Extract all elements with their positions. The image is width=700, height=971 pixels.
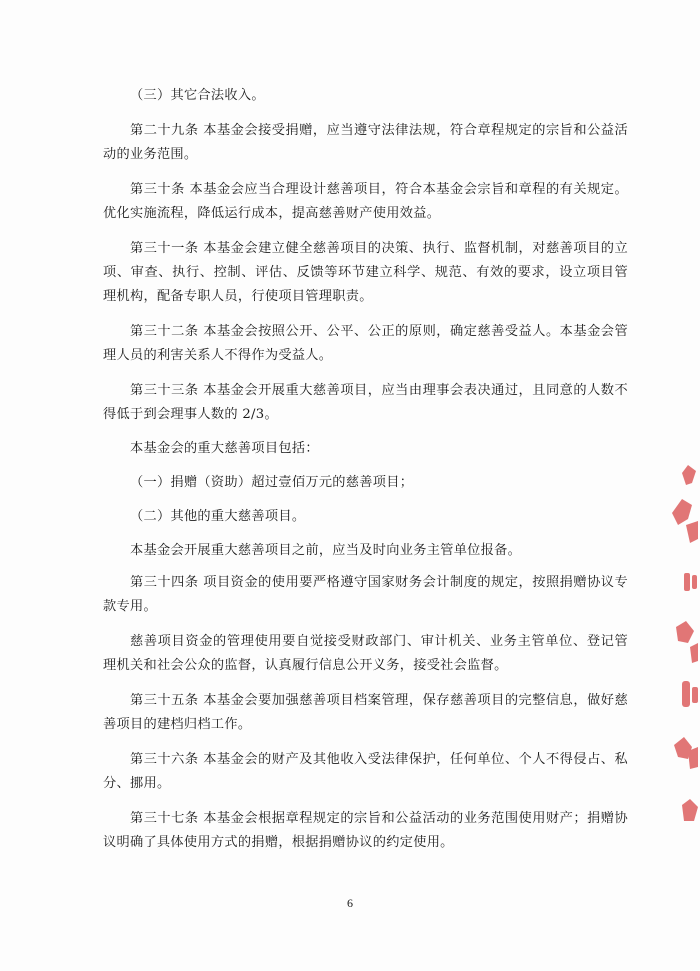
paragraph-article-32: 第三十二条 本基金会按照公开、公平、公正的原则，确定慈善受益人。本基金会管理人员的利害关系人不得作为受益人。 <box>103 324 628 363</box>
paragraph-article-33: 第三十三条 本基金会开展重大慈善项目，应当由理事会表决通过，且同意的人数不得低于到会理事人数的 2/3。 <box>103 383 628 422</box>
paragraph-other-income: （三）其它合法收入。 <box>130 88 265 103</box>
paragraph-fund-supervision: 慈善项目资金的管理使用要自觉接受财政部门、审计机关、业务主管单位、登记管理机关和社会公众的监督，认真履行信息公开义务，接受社会监督。 <box>103 634 628 673</box>
list-item-major-project-1: （一）捐赠（资助）超过壹佰万元的慈善项目； <box>130 475 414 490</box>
paragraph-article-31: 第三十一条 本基金会建立健全慈善项目的决策、执行、监督机制，对慈善项目的立项、审查、执行、控制、评估、反馈等环节建立科学、规范、有效的要求，设立项目管理机构，配备专职人员，行使项目管理职责。 <box>103 241 628 304</box>
paragraph-article-36: 第三十六条 本基金会的财产及其他收入受法律保护，任何单位、个人不得侵占、私分、挪用。 <box>103 752 628 791</box>
paragraph-article-29: 第二十九条 本基金会接受捐赠，应当遵守法律法规，符合章程规定的宗旨和公益活动的业务范围。 <box>103 123 628 162</box>
list-item-major-project-2: （二）其他的重大慈善项目。 <box>130 509 306 524</box>
paragraph-article-35: 第三十五条 本基金会要加强慈善项目档案管理，保存慈善项目的完整信息，做好慈善项目的建档归档工作。 <box>103 693 628 732</box>
paragraph-report-before-project: 本基金会开展重大慈善项目之前，应当及时向业务主管单位报备。 <box>130 543 522 558</box>
paragraph-major-projects-intro: 本基金会的重大慈善项目包括： <box>130 441 319 456</box>
seal-fragment <box>652 455 700 855</box>
page-number: 6 <box>347 896 353 910</box>
paragraph-article-34: 第三十四条 项目资金的使用要严格遵守国家财务会计制度的规定，按照捐赠协议专款专用。 <box>103 575 628 614</box>
document-body <box>103 84 628 855</box>
paragraph-article-37: 第三十七条 本基金会根据章程规定的宗旨和公益活动的业务范围使用财产；捐赠协议明确了具体使用方式的捐赠，根据捐赠协议的约定使用。 <box>103 811 628 850</box>
paragraph-article-30: 第三十条 本基金会应当合理设计慈善项目，符合本基金会宗旨和章程的有关规定。优化实施流程，降低运行成本，提高慈善财产使用效益。 <box>103 182 628 221</box>
